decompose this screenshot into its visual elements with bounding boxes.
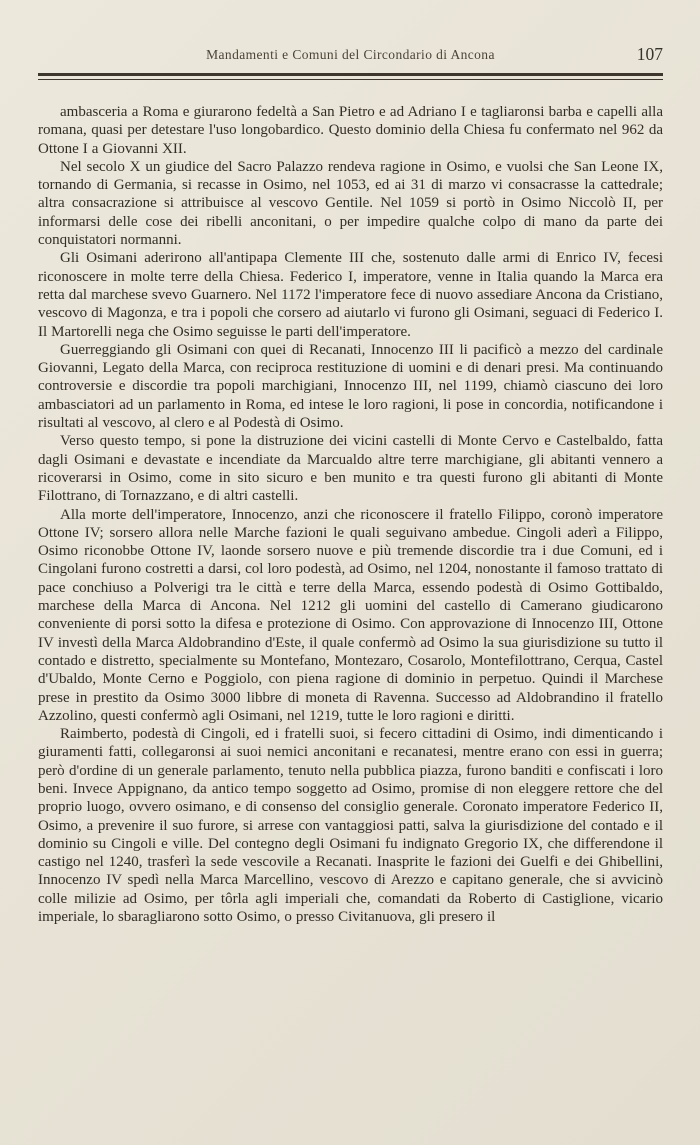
paragraph: Gli Osimani aderirono all'antipapa Clemente III che, sostenuto dalle armi di Enrico IV, fecesi riconoscere in molte terre della Chiesa. Federico I, imperatore, venne in Italia quando la Marca era retta dal marchese svevo Guarnero. Nel 1172 l'imperatore fece di nuovo assediare Ancona da Cristiano, vescovo di Magonza, e tra i popoli che corsero ad aiutarlo vi furono gli Osimani, seguaci di Federico I. Il Martorelli nega che Osimo seguisse le parti dell'imperatore. — [38, 250, 663, 340]
header-rule-thick — [38, 73, 663, 76]
paragraph: Verso questo tempo, si pone la distruzione dei vicini castelli di Monte Cervo e Castelbaldo, fatta dagli Osimani e devastate e incendiate da Marcualdo altre terre marchigiane, gli abitanti vennero a ricoverarsi in Osimo, come in sito sicuro e ben munito e tra questi furono gli abitanti di Monte Filottrano, di Tornazzano, e di altri castelli. — [38, 433, 663, 505]
body-text — [38, 103, 663, 926]
paragraph: Guerreggiando gli Osimani con quei di Recanati, Innocenzo III li pacificò a mezzo del cardinale Giovanni, Legato della Marca, con reciproca restituzione di uomini e di denari presi. Ma continuando controversie e discordie tra popoli marchigiani, Innocenzo III, nel 1199, chiamò ciascuno dei loro ambasciatori ad un parlamento in Roma, ed intese le loro ragioni, li pose in concordia, notificandone i risultati al vescovo, al clero e al Podestà di Osimo. — [38, 341, 663, 432]
header-rule-thin — [38, 78, 663, 80]
paragraph: Nel secolo X un giudice del Sacro Palazzo rendeva ragione in Osimo, e vuolsi che San Leone IX, tornando di Germania, si recasse in Osimo, nel 1053, ed ai 31 di marzo vi consacrasse la cattedrale; altra consacrazione si attribuisce al vescovo Gentile. Nel 1059 si portò in Osimo Niccolò II, per informarsi delle cose dei ribelli anconitani, o per impedire qualche colpo di mano da parte dei conquistatori normanni. — [38, 158, 663, 249]
header-rule — [38, 73, 663, 80]
paragraph: ambasceria a Roma e giurarono fedeltà a San Pietro e ad Adriano I e tagliaronsi barba e capelli alla romana, quasi per detestare l'uso longobardico. Questo dominio della Chiesa fu confermato nel 962 da Ottone I a Giovanni XII. — [38, 104, 663, 157]
running-title: Mandamenti e Comuni del Circondario di Ancona — [206, 47, 495, 62]
paragraph: Raimberto, podestà di Cingoli, ed i fratelli suoi, si fecero cittadini di Osimo, indi dimenticando i giuramenti fatti, collegaronsi ai suoi nemici anconitani e recanatesi, mentre erano con essi in guerra; però d'ordine di un generale parlamento, tenuto nella pubblica piazza, furono banditi e confiscati i loro beni. Invece Appignano, da antico tempo soggetto ad Osimo, promise di non eleggere rettore che del proprio luogo, ovvero osimano, e di consenso del consiglio generale. Coronato imperatore Federico II, Osimo, a prevenire il suo furore, si arrese con vantaggiosi patti, salva la giurisdizione del contado e il dominio su Cingoli e ville. Del contegno degli Osimani fu indignato Gregorio IX, che differendone il castigo nel 1240, trasferì la sede vescovile a Recanati. Inasprite le fazioni dei Guelfi e dei Ghibellini, Innocenzo IV spedì nella Marca Marcellino, vescovo di Arezzo e capitano generale, che si avvicinò colle milizie ad Osimo, per tôrla agli imperiali che, comandati da Roberto di Castiglione, vicario imperiale, lo sbaragliarono sotto Osimo, o presso Civitanuova, gli presero il — [38, 726, 663, 926]
page-header — [38, 44, 663, 68]
paragraph: Alla morte dell'imperatore, Innocenzo, anzi che riconoscere il fratello Filippo, coronò imperatore Ottone IV; sorsero allora nelle Marche fazioni le quali seguivano ambedue. Cingoli aderì a Filippo, Osimo riconobbe Ottone IV, laonde sorsero nuove e più tremende discordie tra i due Comuni, ed i Cingolani furono costretti a darsi, col loro podestà, ad Osimo, nel 1204, nonostante il famoso trattato di pace conchiuso a Polverigi tra le città e terre della Marca, essendo podestà di Osimo Gottibaldo, marchese della Marca di Ancona. Nel 1212 gli uomini del castello di Camerano giudicarono conveniente di porsi sotto la difesa e protezione di Osimo. Con approvazione di Innocenzo III, Ottone IV investì della Marca Aldobrandino d'Este, il quale confermò ad Osimo la sua giurisdizione su tutto il contado e distretto, specialmente su Montefano, Montezaro, Cosarolo, Montefilottrano, Cerqua, Castel d'Ubaldo, Monte Cerno e Poggiolo, con piena ragione di dominio in perpetuo. Quindi il Marchese prese in prestito da Osimo 3000 libbre di moneta di Ravenna. Successo ad Aldobrandino il fratello Azzolino, questi confermò agli Osimani, nel 1219, tutte le loro ragioni e diritti. — [38, 506, 663, 724]
page-number: 107 — [636, 44, 663, 64]
